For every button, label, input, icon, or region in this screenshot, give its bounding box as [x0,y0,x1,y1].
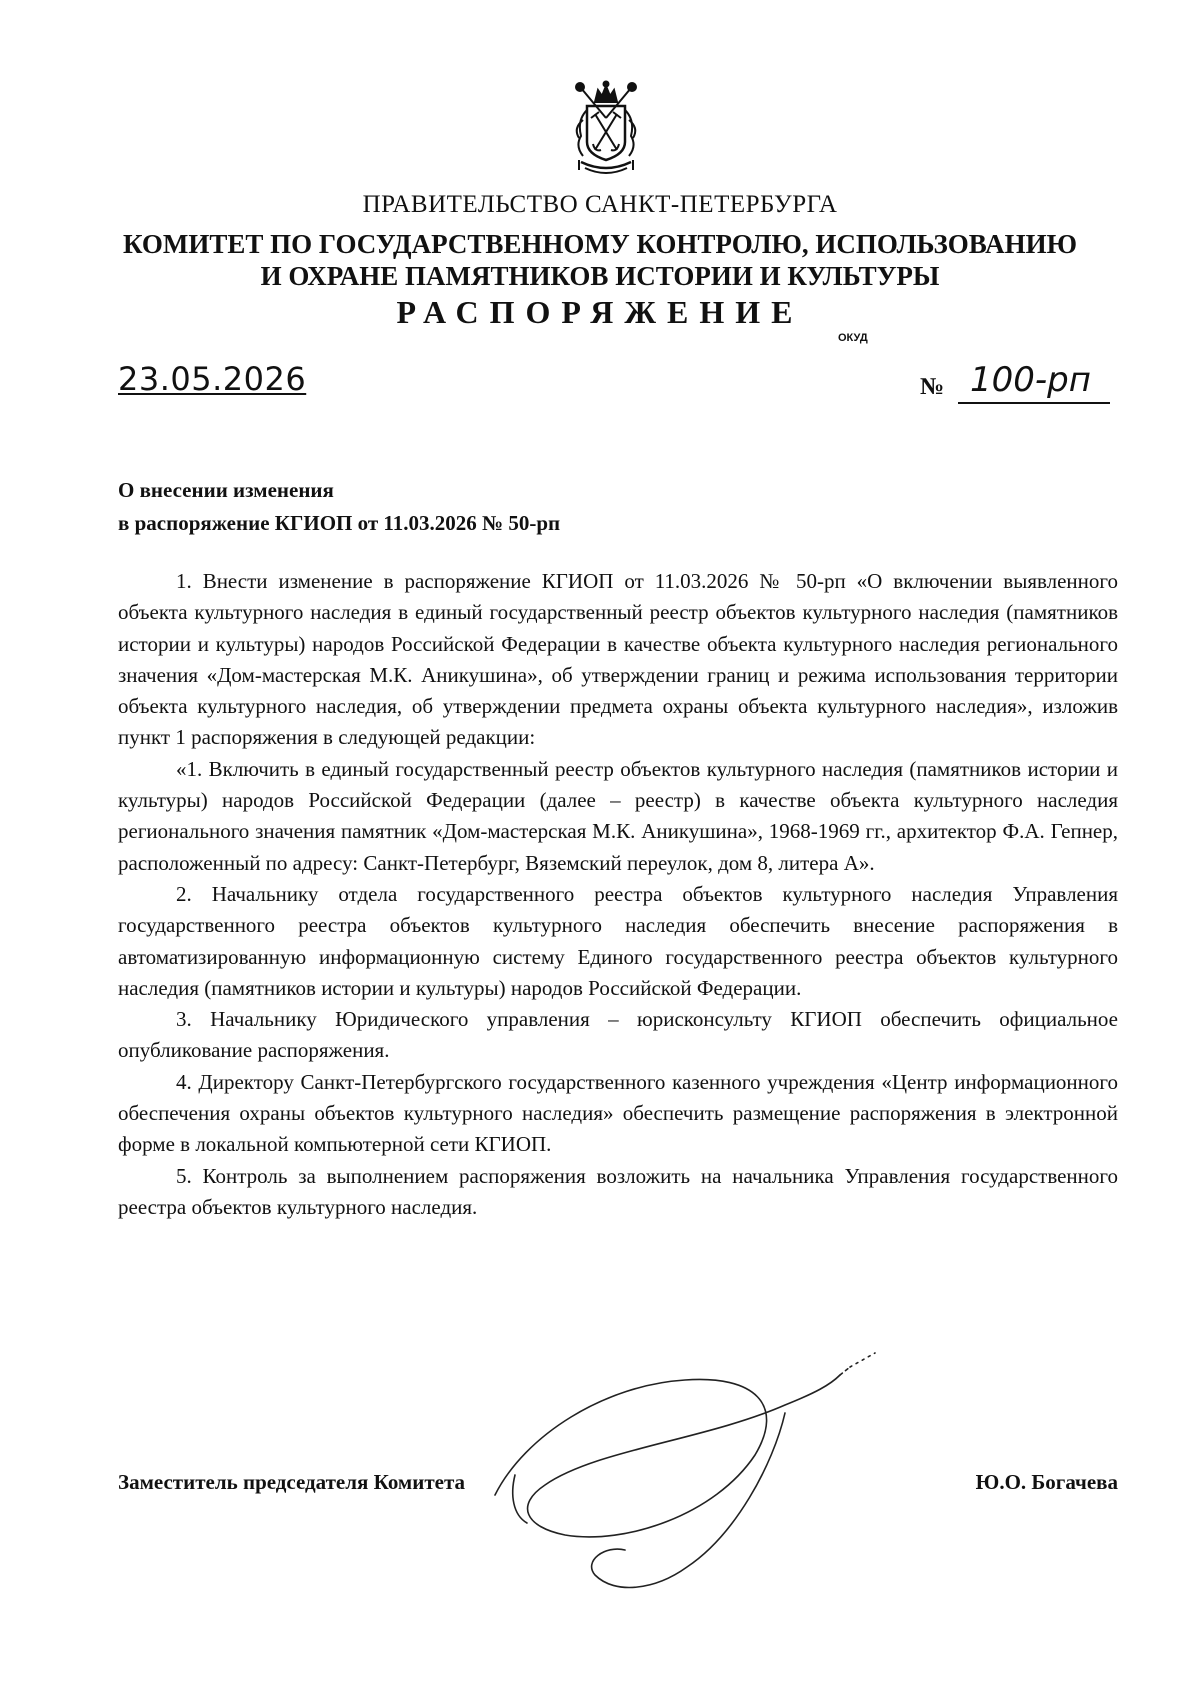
number-sign: № [920,374,945,400]
document-body [118,566,1118,1223]
signatory-name: Ю.О. Богачева [975,1470,1118,1494]
document-type: РАСПОРЯЖЕНИЕ [396,294,804,330]
document-date: 23.05.2026 [118,360,307,398]
body-paragraph: 3. Начальнику Юридического управления – юрисконсульту КГИОП обеспечить официальное опубликование распоряжения. [118,1007,1118,1063]
coat-of-arms-icon [567,80,645,180]
body-paragraph: 2. Начальнику отдела государственного реестра объектов культурного наследия Управления государственного реестра объектов культурного наследия обеспечить внесение распоряжения в автоматизированную информационную систему Единого государственного реестра объектов культурного наследия (памятников истории и культуры) народов Российской Федерации. [118,881,1118,1000]
number-value: 100-рп [970,360,1091,400]
body-paragraph: «1. Включить в единый государственный реестр объектов культурного наследия (памятников истории и культуры) народов Российской Федерации (далее – реестр) в качестве объекта культурного наследия регионального значения памятник «Дом-мастерская М.К. Аникушина», 1968-1969 гг., архитектор Ф.А. Гепнер, расположенный по адресу: Санкт-Петербург, Вяземский переулок, дом 8, литера А». [118,756,1118,875]
government-title: ПРАВИТЕЛЬСТВО САНКТ-ПЕТЕРБУРГА [362,191,838,218]
committee-title-line: И ОХРАНЕ ПАМЯТНИКОВ ИСТОРИИ И КУЛЬТУРЫ [260,261,940,291]
subject-line: О внесении изменения [118,478,334,502]
committee-title [0,228,1200,292]
body-paragraph: 4. Директору Санкт-Петербургского государственного казенного учреждения «Центр информационного обеспечения охраны объектов культурного наследия» обеспечить размещение распоряжения в электронной форме в локальной компьютерной сети КГИОП. [118,1069,1118,1157]
body-paragraph: 1. Внести изменение в распоряжение КГИОП от 11.03.2026 № 50-рп «О включении выявленного объекта культурного наследия в единый государственный реестр объектов культурного наследия (памятников истории и культуры) народов Российской Федерации в качестве объекта культурного наследия регионального значения «Дом-мастерская М.К. Аникушина», об утверждении границ и режима использования территории объекта культурного наследия, об утверждении предмета охраны объекта культурного наследия», изложив пункт 1 распоряжения в следующей редакции: [118,569,1118,750]
document-number [920,360,1110,411]
subject-line: в распоряжение КГИОП от 11.03.2026 № 50-рп [118,511,561,535]
body-paragraph: 5. Контроль за выполнением распоряжения возложить на начальника Управления государственного реестра объектов культурного наследия. [118,1163,1118,1219]
committee-title-line: КОМИТЕТ ПО ГОСУДАРСТВЕННОМУ КОНТРОЛЮ, ИСПОЛЬЗОВАНИЮ [123,229,1077,259]
handwritten-signature-icon [455,1345,915,1615]
signatory-title: Заместитель председателя Комитета [118,1470,466,1494]
number-underline [958,402,1110,404]
okud-label: ОКУД [838,332,868,344]
document-subject [118,474,560,540]
